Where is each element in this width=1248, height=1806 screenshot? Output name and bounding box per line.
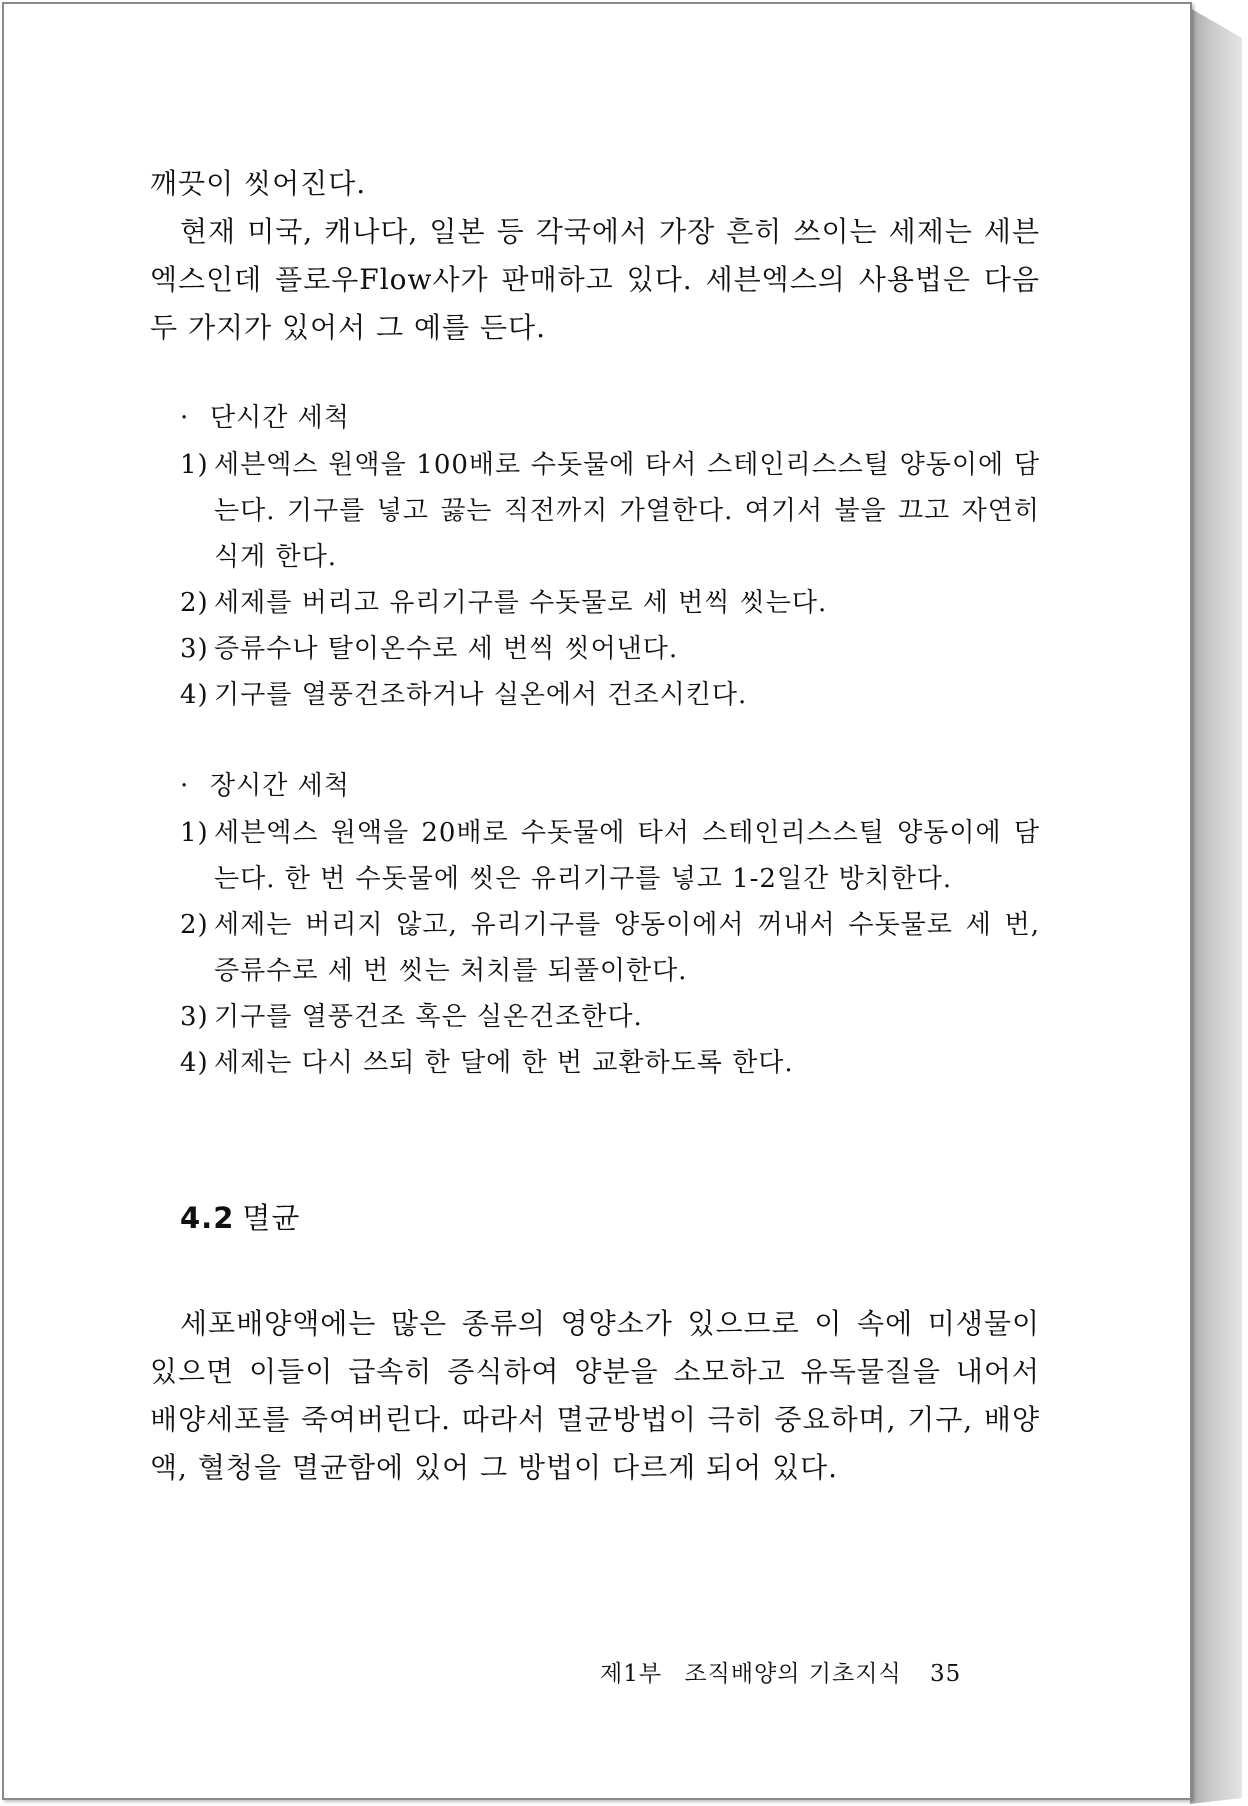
long-wash-block xyxy=(150,764,1040,1086)
page-stack-edge xyxy=(1190,8,1242,1804)
short-wash-step xyxy=(180,626,1040,672)
bullet-icon: · xyxy=(180,403,190,433)
step-number: 4) xyxy=(180,680,209,710)
section-heading xyxy=(180,1198,1040,1238)
section-number: 4.2 xyxy=(180,1201,235,1235)
step-number: 3) xyxy=(180,1002,209,1032)
step-text: 기구를 열풍건조하거나 실온에서 건조시킨다. xyxy=(214,680,748,710)
bullet-icon: · xyxy=(180,771,190,801)
step-text: 증류수나 탈이온수로 세 번씩 씻어낸다. xyxy=(214,634,679,664)
step-number: 1) xyxy=(180,450,209,480)
running-footer xyxy=(600,1655,961,1688)
step-number: 2) xyxy=(180,588,209,618)
short-wash-step xyxy=(180,672,1040,718)
short-wash-step xyxy=(180,580,1040,626)
long-wash-step xyxy=(180,902,1040,994)
short-wash-step xyxy=(180,442,1040,580)
step-number: 1) xyxy=(180,818,209,848)
section-title: 멸균 xyxy=(242,1201,301,1235)
footer-title: 조직배양의 기초지식 xyxy=(684,1661,902,1687)
step-number: 3) xyxy=(180,634,209,664)
short-wash-block xyxy=(150,396,1040,718)
page-content xyxy=(150,160,1040,1492)
page-number: 35 xyxy=(929,1661,962,1687)
step-text: 세제를 버리고 유리기구를 수돗물로 세 번씩 씻는다. xyxy=(214,588,828,618)
step-text: 기구를 열풍건조 혹은 실온건조한다. xyxy=(214,1002,643,1032)
step-text: 세제는 다시 쓰되 한 달에 한 번 교환하도록 한다. xyxy=(214,1048,794,1078)
footer-part: 제1부 xyxy=(600,1661,663,1687)
step-text: 세븐엑스 원액을 20배로 수돗물에 타서 스테인리스스틸 양동이에 담는다. 한 번 수돗물에 씻은 유리기구를 넣고 1-2일간 방치한다. xyxy=(214,818,1040,894)
step-number: 4) xyxy=(180,1048,209,1078)
long-wash-heading-text: 장시간 세척 xyxy=(210,771,350,801)
short-wash-heading-text: 단시간 세척 xyxy=(210,403,350,433)
intro-continuation: 깨끗이 씻어진다. xyxy=(150,167,367,200)
long-wash-step xyxy=(180,810,1040,902)
step-text: 세제는 버리지 않고, 유리기구를 양동이에서 꺼내서 수돗물로 세 번, 증류수로 세 번 씻는 처치를 되풀이한다. xyxy=(214,910,1040,986)
section-paragraph: 세포배양액에는 많은 종류의 영양소가 있으므로 이 속에 미생물이 있으면 이들이 급속히 증식하여 양분을 소모하고 유독물질을 내어서 배양세포를 죽여버린다. 따라서 멸균방법이 극히 중요하며, 기구, 배양액, 혈청을 멸균함에 있어 그 방법이 다르게 되어 있다. xyxy=(150,1307,1040,1484)
long-wash-step xyxy=(180,994,1040,1040)
short-wash-heading xyxy=(180,396,1040,440)
intro-paragraph: 현재 미국, 캐나다, 일본 등 각국에서 가장 흔히 쓰이는 세제는 세븐엑스인데 플로우Flow사가 판매하고 있다. 세븐엑스의 사용법은 다음 두 가지가 있어서 그 예를 든다. xyxy=(150,215,1040,344)
step-number: 2) xyxy=(180,910,209,940)
long-wash-heading xyxy=(180,764,1040,808)
long-wash-step xyxy=(180,1040,1040,1086)
step-text: 세븐엑스 원액을 100배로 수돗물에 타서 스테인리스스틸 양동이에 담는다. 기구를 넣고 끓는 직전까지 가열한다. 여기서 불을 끄고 자연히 식게 한다. xyxy=(214,450,1040,572)
